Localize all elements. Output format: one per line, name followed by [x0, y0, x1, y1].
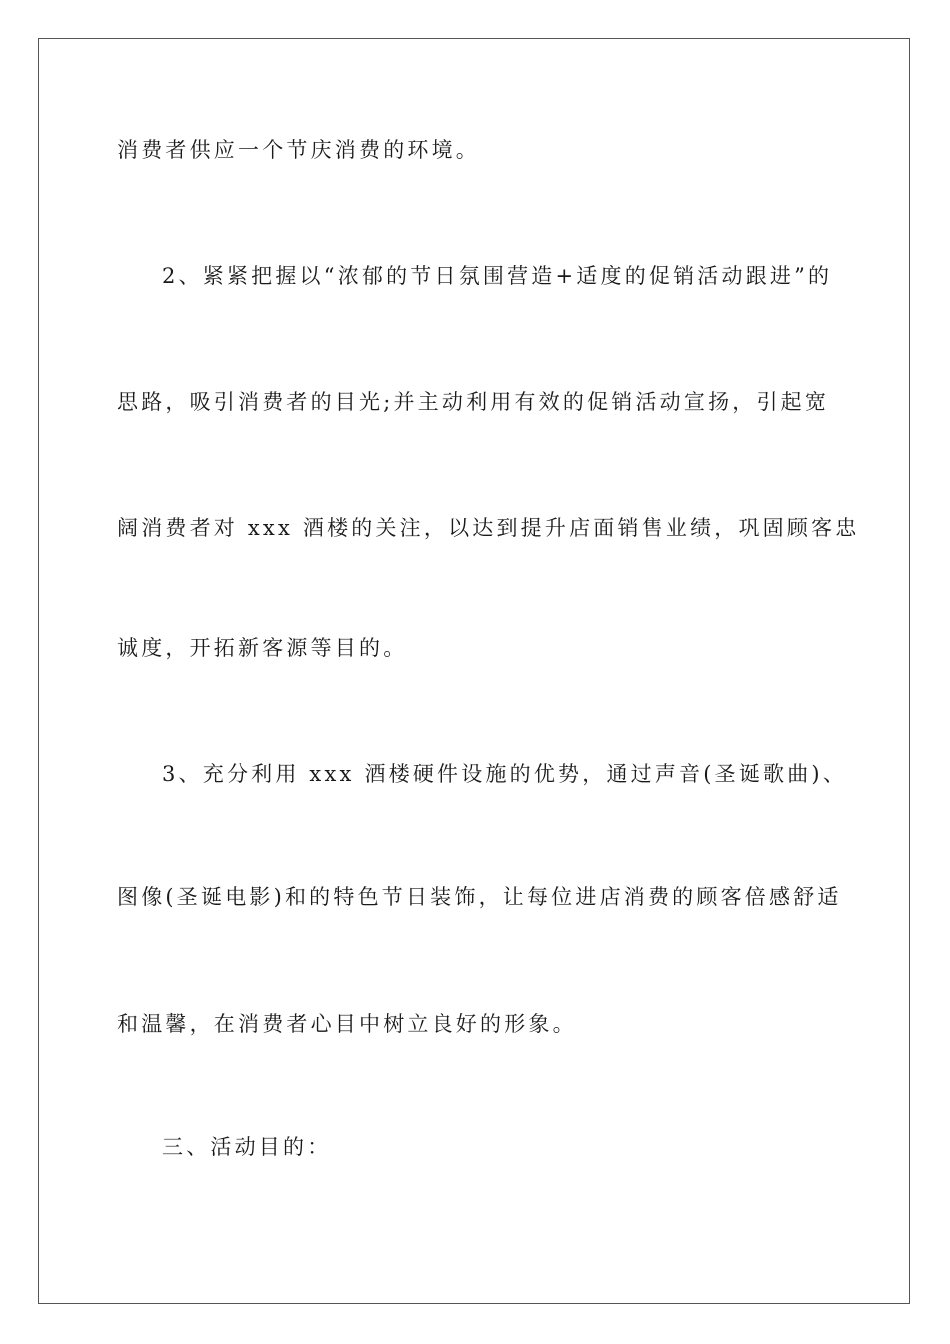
paragraph-2-line-3: 阔消费者对 xxx 酒楼的关注，以达到提升店面销售业绩，巩固顾客忠 [117, 516, 860, 540]
paragraph-3-line-2: 图像(圣诞电影)和的特色节日装饰，让每位进店消费的顾客倍感舒适 [117, 885, 842, 909]
paragraph-3-line-3: 和温馨，在消费者心目中树立良好的形象。 [117, 1012, 577, 1036]
paragraph-2-line-1: 2、紧紧把握以“浓郁的节日氛围营造+适度的促销活动跟进”的 [162, 264, 833, 288]
paragraph-2-line-2: 思路，吸引消费者的目光;并主动利用有效的促销活动宣扬，引起宽 [117, 390, 830, 414]
page-border [38, 38, 910, 1304]
paragraph-2-line-4: 诚度，开拓新客源等目的。 [117, 636, 408, 660]
section-heading: 三、活动目的： [162, 1135, 332, 1159]
body-text-line: 消费者供应一个节庆消费的环境。 [117, 138, 480, 162]
paragraph-3-line-1: 3、充分利用 xxx 酒楼硬件设施的优势，通过声音(圣诞歌曲)、 [162, 762, 848, 786]
